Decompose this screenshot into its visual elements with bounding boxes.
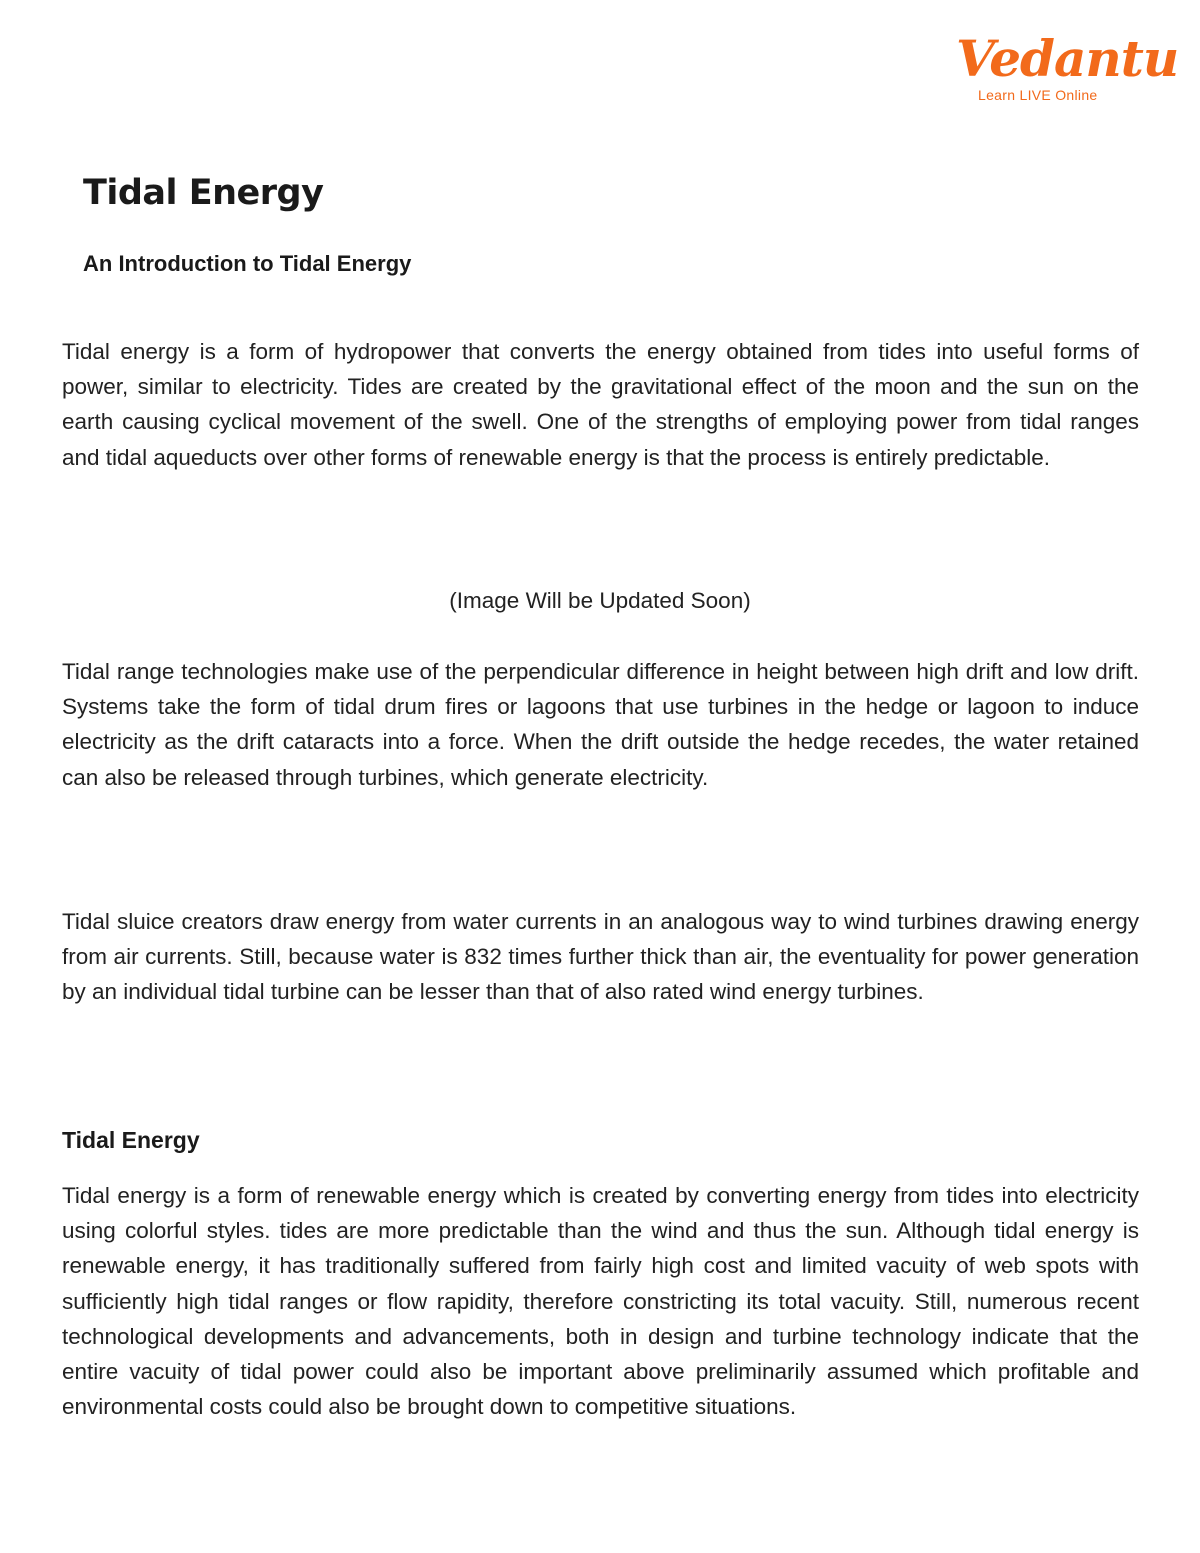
section-heading: Tidal Energy bbox=[62, 1127, 200, 1153]
section-paragraph: Tidal energy is a form of renewable energy which is created by converting energy from tides into electricity using colorful styles. tides are more predictable than the wind and thus the sun. Although tidal energy is renewable energy, it has traditionally suffered from fairly high cost and limited vacuity of web spots with sufficiently high tidal ranges or flow rapidity, therefore constricting its total vacuity. Still, numerous recent technological developments and advancements, both in design and turbine technology indicate that the entire vacuity of tidal power could also be important above preliminarily assumed which profitable and environmental costs could also be brought down to competitive situations. bbox=[62, 1183, 1139, 1420]
tidal-sluice-paragraph: Tidal sluice creators draw energy from water currents in an analogous way to wind turbines drawing energy from air currents. Still, because water is 832 times further thick than air, the eventuality for power generation by an individual tidal turbine can be lesser than that of also rated wind energy turbines. bbox=[62, 909, 1139, 1005]
vedantu-logo bbox=[950, 28, 1179, 108]
page-title: Tidal Energy bbox=[83, 173, 324, 213]
tidal-range-paragraph: Tidal range technologies make use of the perpendicular difference in height between high drift and low drift. Systems take the form of tidal drum fires or lagoons that use turbines in the hedge or lagoon to induce electricity as the drift cataracts into a force. When the drift outside the hedge recedes, the water retained can also be released through turbines, which generate electricity. bbox=[62, 659, 1139, 790]
image-placeholder-text: (Image Will be Updated Soon) bbox=[449, 588, 751, 613]
intro-paragraph: Tidal energy is a form of hydropower that converts the energy obtained from tides into useful forms of power, similar to electricity. Tides are created by the gravitational effect of the moon and the sun on the earth causing cyclical movement of the swell. One of the strengths of employing power from tidal ranges and tidal aqueducts over other forms of renewable energy is that the process is entirely predictable. bbox=[62, 339, 1139, 470]
logo-tagline: Learn LIVE Online bbox=[978, 87, 1098, 103]
logo-wordmark: Vedantu bbox=[956, 29, 1179, 88]
intro-subtitle: An Introduction to Tidal Energy bbox=[83, 251, 412, 276]
